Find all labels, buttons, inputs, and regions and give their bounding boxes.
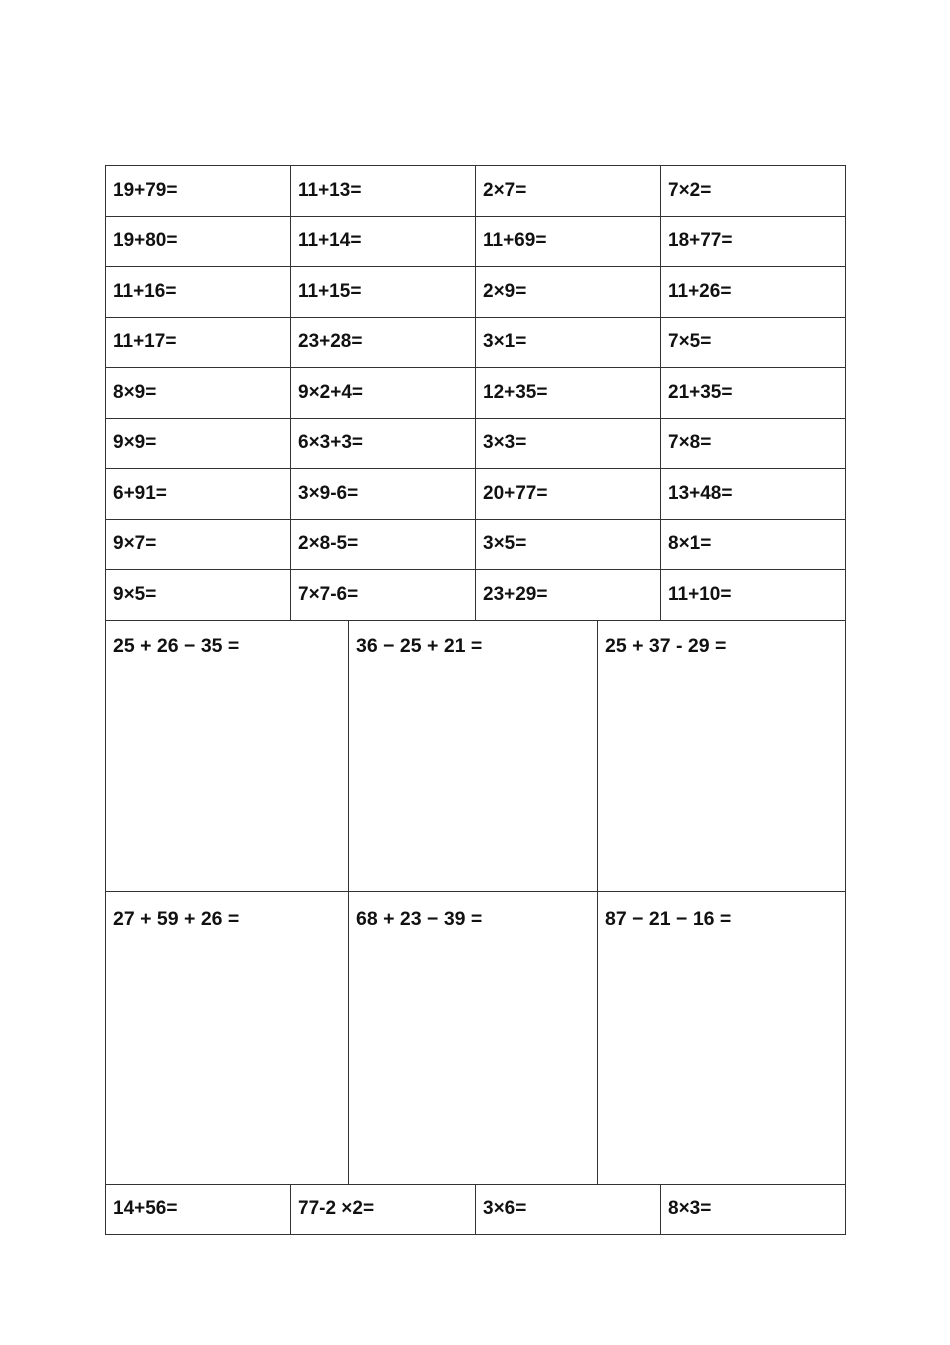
problem-cell: 6+91= (106, 469, 291, 520)
problem-cell: 3×3= (476, 418, 661, 469)
grid-row (106, 418, 846, 469)
problem-cell: 7×2= (661, 166, 846, 217)
bottom-problem-row (105, 1184, 846, 1235)
arithmetic-grid (105, 165, 846, 621)
problem-cell: 2×7= (476, 166, 661, 217)
problem-cell: 3×5= (476, 519, 661, 570)
problem-cell: 11+10= (661, 570, 846, 621)
problem-cell: 11+17= (106, 317, 291, 368)
problem-cell: 18+77= (661, 216, 846, 267)
word-problem-row (106, 891, 846, 1184)
problem-cell: 8×3= (661, 1184, 846, 1234)
problem-cell: 7×7-6= (291, 570, 476, 621)
work-area-cell: 36 − 25 + 21 = (349, 620, 598, 891)
problem-cell: 9×2+4= (291, 368, 476, 419)
problem-cell: 7×5= (661, 317, 846, 368)
grid-row (106, 317, 846, 368)
grid-row (106, 1184, 846, 1234)
problem-cell: 9×7= (106, 519, 291, 570)
work-area-cell: 27 + 59 + 26 = (106, 891, 349, 1184)
grid-row (106, 166, 846, 217)
word-problem-grid (105, 620, 846, 1185)
problem-cell: 9×5= (106, 570, 291, 621)
grid-row (106, 519, 846, 570)
work-area-cell: 25 + 37 - 29 = (598, 620, 846, 891)
problem-cell: 2×9= (476, 267, 661, 318)
problem-cell: 3×1= (476, 317, 661, 368)
grid-row (106, 570, 846, 621)
work-area-cell: 25 + 26 − 35 = (106, 620, 349, 891)
problem-cell: 6×3+3= (291, 418, 476, 469)
grid-row (106, 216, 846, 267)
problem-cell: 11+16= (106, 267, 291, 318)
worksheet (105, 165, 845, 1235)
problem-cell: 23+28= (291, 317, 476, 368)
problem-cell: 9×9= (106, 418, 291, 469)
problem-cell: 11+14= (291, 216, 476, 267)
grid-row (106, 469, 846, 520)
grid-row (106, 267, 846, 318)
problem-cell: 8×1= (661, 519, 846, 570)
problem-cell: 11+69= (476, 216, 661, 267)
problem-cell: 8×9= (106, 368, 291, 419)
problem-cell: 19+80= (106, 216, 291, 267)
work-area-cell: 68 + 23 − 39 = (349, 891, 598, 1184)
problem-cell: 12+35= (476, 368, 661, 419)
problem-cell: 13+48= (661, 469, 846, 520)
work-area-cell: 87 − 21 − 16 = (598, 891, 846, 1184)
problem-cell: 3×9-6= (291, 469, 476, 520)
word-problem-row (106, 620, 846, 891)
problem-cell: 20+77= (476, 469, 661, 520)
problem-cell: 77-2 ×2= (291, 1184, 476, 1234)
problem-cell: 23+29= (476, 570, 661, 621)
problem-cell: 11+15= (291, 267, 476, 318)
problem-cell: 2×8-5= (291, 519, 476, 570)
grid-row (106, 368, 846, 419)
problem-cell: 3×6= (476, 1184, 661, 1234)
problem-cell: 11+13= (291, 166, 476, 217)
problem-cell: 19+79= (106, 166, 291, 217)
problem-cell: 14+56= (106, 1184, 291, 1234)
problem-cell: 11+26= (661, 267, 846, 318)
problem-cell: 21+35= (661, 368, 846, 419)
problem-cell: 7×8= (661, 418, 846, 469)
